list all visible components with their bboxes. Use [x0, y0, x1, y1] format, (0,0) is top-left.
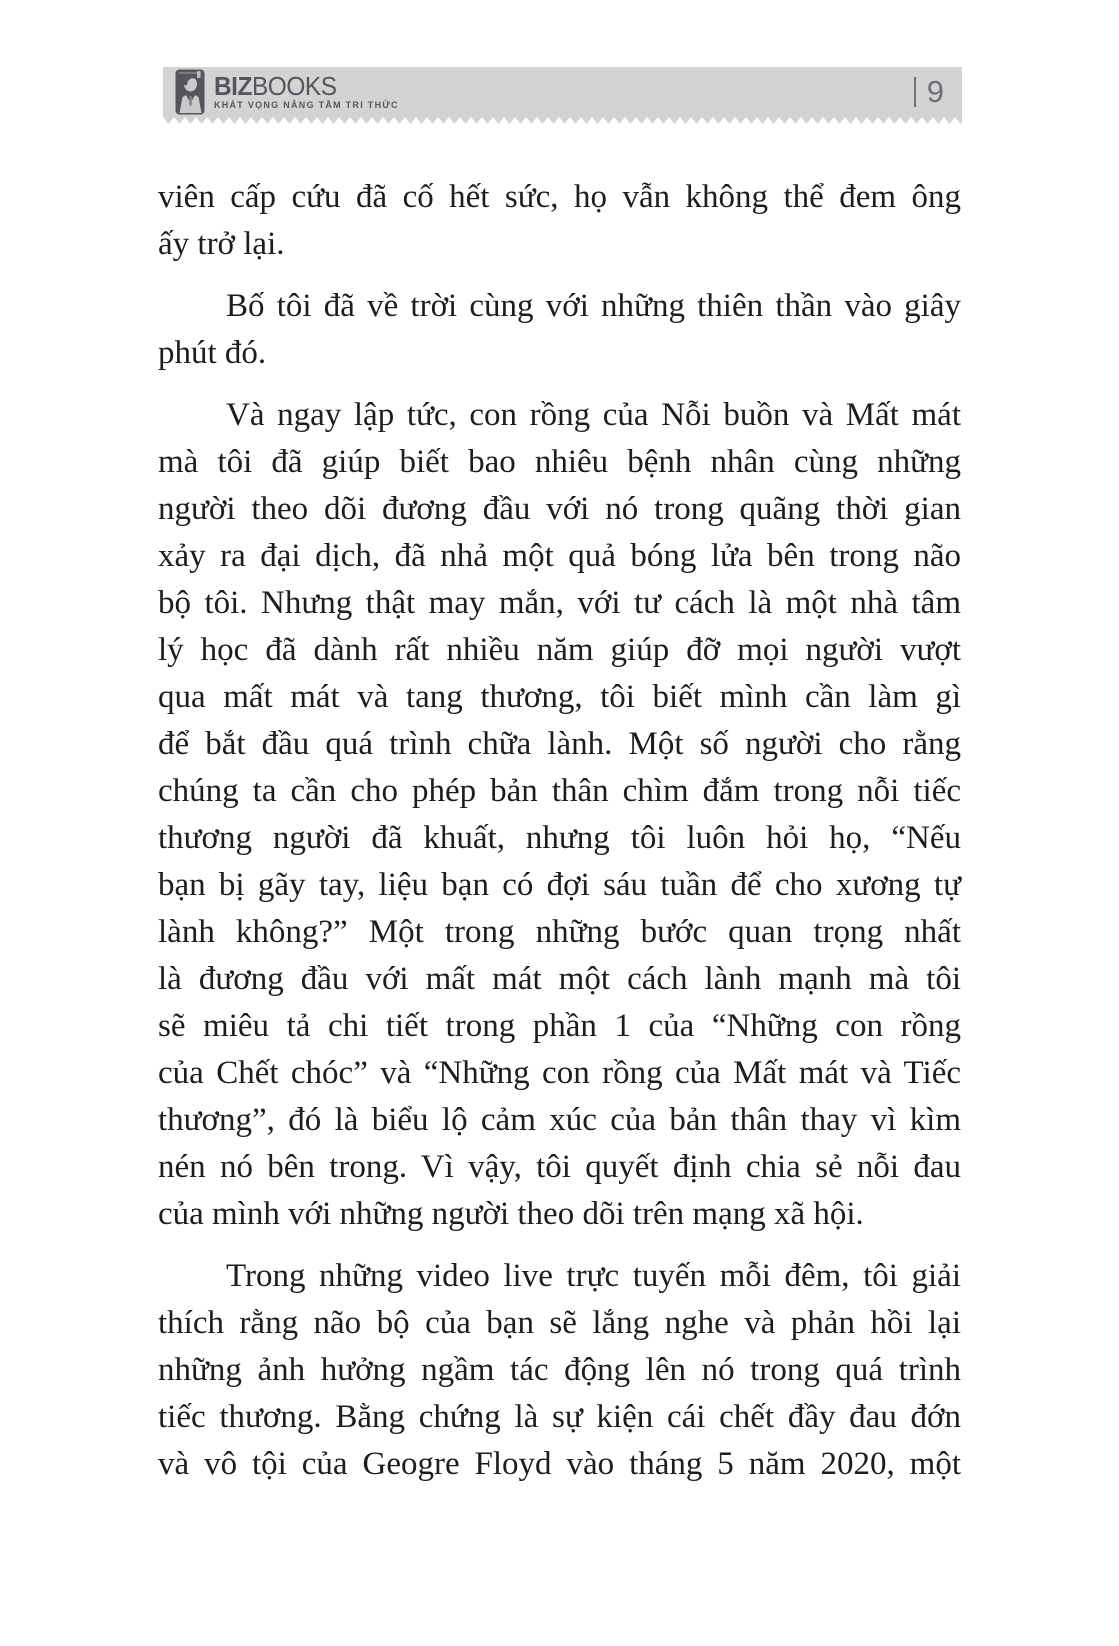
bizbooks-logo-icon	[175, 69, 205, 115]
text-line: Và ngay lập tức, con rồng của Nỗi buồn và Mất mát	[226, 397, 961, 433]
text-line: mà tôi đã giúp biết bao nhiêu bệnh nhân cùng những	[158, 444, 961, 480]
publisher-name	[214, 70, 399, 101]
text-line: qua mất mát và tang thương, tôi biết mình cần làm gì	[158, 679, 961, 715]
publisher-logo	[175, 69, 411, 115]
text-line: lành không?” Một trong những bước quan trọng nhất	[158, 914, 961, 950]
paragraph	[158, 174, 961, 268]
text-line: bạn bị gãy tay, liệu bạn có đợi sáu tuần để cho xương tự	[158, 867, 961, 903]
text-line: nén nó bên trong. Vì vậy, tôi quyết định chia sẻ nỗi đau	[158, 1149, 961, 1185]
publisher-name-books: BOOKS	[251, 70, 337, 101]
body-text	[158, 174, 961, 1488]
page-number-separator	[914, 77, 916, 107]
text-line: những ảnh hưởng ngầm tác động lên nó trong quá trình	[158, 1352, 961, 1388]
text-line: Bố tôi đã về trời cùng với những thiên thần vào giây	[226, 288, 961, 324]
text-line: thương”, đó là biểu lộ cảm xúc của bản thân thay vì kìm	[158, 1102, 961, 1138]
text-line: và vô tội của Geogre Floyd vào tháng 5 năm 2020, một	[158, 1446, 961, 1482]
paragraph	[158, 392, 961, 1238]
header-band-strip	[163, 67, 962, 117]
paragraph	[158, 1253, 961, 1488]
text-line: bộ tôi. Nhưng thật may mắn, với tư cách là một nhà tâm	[158, 585, 961, 621]
text-line: của Chết chóc” và “Những con rồng của Mất mát và Tiếc	[158, 1055, 961, 1091]
text-line: thương người đã khuất, nhưng tôi luôn hỏi họ, “Nếu	[158, 820, 961, 856]
text-line: sẽ miêu tả chi tiết trong phần 1 của “Những con rồng	[158, 1008, 961, 1044]
text-line: viên cấp cứu đã cố hết sức, họ vẫn không thể đem ông	[158, 179, 961, 215]
text-line: ấy trở lại.	[158, 226, 285, 262]
page-number: 9	[926, 74, 944, 109]
text-line: Trong những video live trực tuyến mỗi đêm, tôi giải	[226, 1258, 961, 1294]
text-line: phút đó.	[158, 335, 267, 371]
paragraph	[158, 283, 961, 377]
publisher-name-biz: BIZ	[214, 70, 252, 101]
publisher-logo-text	[214, 70, 399, 111]
page-number-block	[914, 74, 944, 109]
text-line: lý học đã dành rất nhiều năm giúp đỡ mọi người vượt	[158, 632, 961, 668]
text-line: là đương đầu với mất mát một cách lành mạnh mà tôi	[158, 961, 961, 997]
publisher-tagline: KHÁT VỌNG NÂNG TẦM TRI THỨC	[214, 99, 399, 111]
text-line: xảy ra đại dịch, đã nhả một quả bóng lửa bên trong não	[158, 538, 961, 574]
text-line: người theo dõi đương đầu với nó trong quãng thời gian	[158, 491, 961, 527]
text-line: của mình với những người theo dõi trên mạng xã hội.	[158, 1196, 864, 1232]
text-line: thích rằng não bộ của bạn sẽ lắng nghe và phản hồi lại	[158, 1305, 961, 1341]
text-line: để bắt đầu quá trình chữa lành. Một số người cho rằng	[158, 726, 961, 762]
page-header	[163, 67, 962, 124]
band-zigzag-edge	[163, 117, 962, 124]
text-line: tiếc thương. Bằng chứng là sự kiện cái chết đầy đau đớn	[158, 1399, 961, 1435]
text-line: chúng ta cần cho phép bản thân chìm đắm trong nỗi tiếc	[158, 773, 961, 809]
